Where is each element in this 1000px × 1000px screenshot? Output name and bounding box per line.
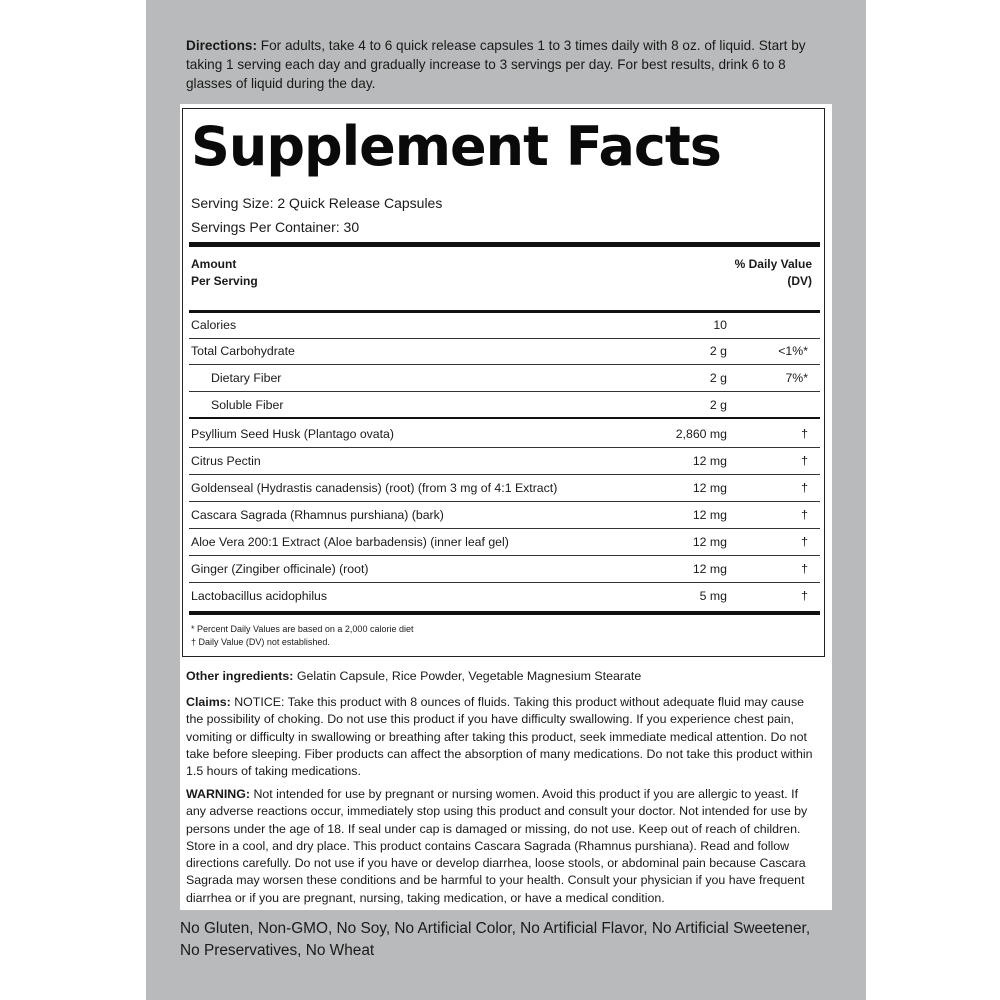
nutrient-amount: 12 mg [692,562,727,576]
nutrient-row-lactobacillus [189,584,820,610]
nutrient-dv: <1%* [778,344,808,358]
nutrient-amount: 12 mg [692,481,727,495]
nutrient-amount: 2 g [709,371,727,385]
nutrient-name: Citrus Pectin [191,454,261,468]
directions-body: For adults, take 4 to 6 quick release capsules 1 to 3 times daily with 8 oz. of liquid. Start by taking 1 serving each day and gradually increase to 3 servings per day. For best results, drink 6 to 8 glasses of liquid during the day. [186,38,806,91]
nutrient-row-aloe-vera [189,530,820,556]
nutrient-name: Soluble Fiber [211,398,284,412]
nutrient-dv: † [801,589,808,603]
other-ingredients-label: Other ingredients: [186,669,294,683]
nutrient-row-cascara-sagrada [189,503,820,529]
nutrient-dv: † [801,427,808,441]
nutrient-row-citrus-pectin [189,449,820,475]
warning-label: WARNING: [186,787,251,801]
claims-text: NOTICE: Take this product with 8 ounces of fluids. Taking this product without adequate fluid may cause the possibility of choking. Do not use this product if you have difficulty swallowing. If you experience chest pain, vomiting or difficulty in swallowing or breathing after taking this product, seek immediate medical attention. Do not take before sleeping. Fiber products can affect the absorption of many medications. Do not take this product within 1.5 hours of taking medications. [186,695,813,779]
other-ingredients-text: Gelatin Capsule, Rice Powder, Vegetable Magnesium Stearate [293,669,642,683]
servings-per-container-value: 30 [339,219,360,235]
serving-size-label: Serving Size: [191,195,274,211]
warning-text: Not intended for use by pregnant or nursing women. Avoid this product if you are allergic to yeast. If any adverse reactions occur, immediately stop using this product and consult your doctor. Not intended for use by persons under the age of 18. If seal under cap is damaged or missing, do not use. Keep out of reach of children. Store in a cool, and dry place. This product contains Cascara Sagrada (Rhamnus purshiana). Read and follow directions carefully. Do not use if you have or develop diarrhea, loose stools, or abdominal pain because Cascara Sagrada may worsen these conditions and be harmful to your health. Consult your physician if you have frequent diarrhea or if you are pregnant, nursing, taking medication, or have a medical condition. [186,787,808,905]
nutrient-row-ginger [189,557,820,583]
nutrient-dv: † [801,562,808,576]
serving-size-value: 2 Quick Release Capsules [273,195,443,211]
other-ingredients [186,668,816,685]
servings-per-container [191,218,359,236]
divider-thick [189,242,820,247]
daily-value-header: % Daily Value (DV) [734,257,812,288]
amount-header-line1: Amount [191,257,237,271]
amount-header-line2: Per Serving [191,274,258,288]
nutrient-row-soluble-fiber [189,393,820,419]
nutrient-amount: 2,860 mg [675,427,727,441]
nutrient-amount: 2 g [709,344,727,358]
supplement-facts-title: Supplement Facts [191,115,721,178]
nutrient-name: Goldenseal (Hydrastis canadensis) (root) (from 3 mg of 4:1 Extract) [191,481,558,495]
warning-section [186,786,816,907]
nutrient-dv: † [801,481,808,495]
nutrient-name: Total Carbohydrate [191,344,295,358]
nutrient-amount: 12 mg [692,454,727,468]
nutrient-name: Aloe Vera 200:1 Extract (Aloe barbadensis) (inner leaf gel) [191,535,509,549]
free-from-claims: No Gluten, Non-GMO, No Soy, No Artificial Color, No Artificial Flavor, No Artificial Sweetener, No Preservatives, No Wheat [180,920,811,959]
nutrient-name: Psyllium Seed Husk (Plantago ovata) [191,427,394,441]
servings-per-container-label: Servings Per Container: [191,219,340,235]
claims-label: Claims: [186,695,231,709]
nutrient-row-total-carbohydrate [189,339,820,365]
footnote-dv-not-established: † Daily Value (DV) not established. [191,637,330,647]
nutrient-amount: 5 mg [699,589,727,603]
footnote-percent-dv: * Percent Daily Values are based on a 2,000 calorie diet [191,624,414,634]
nutrient-name: Dietary Fiber [211,371,282,385]
claims-section [186,694,816,780]
nutrient-row-goldenseal [189,476,820,502]
nutrient-dv: † [801,508,808,522]
nutrient-dv: † [801,454,808,468]
nutrient-amount: 12 mg [692,508,727,522]
nutrient-dv: 7%* [785,371,808,385]
directions-label: Directions: [186,38,258,53]
nutrient-name: Lactobacillus acidophilus [191,589,328,603]
nutrient-row-calories [189,313,820,339]
nutrient-name: Cascara Sagrada (Rhamnus purshiana) (bark) [191,508,444,522]
nutrient-name: Calories [191,318,237,332]
nutrient-row-dietary-fiber [189,366,820,392]
nutrient-amount: 10 [713,318,727,332]
directions-text [186,36,816,93]
amount-per-serving-header [191,256,311,290]
supplement-facts-panel [182,108,825,657]
divider-bottom [189,611,820,615]
nutrient-amount: 2 g [709,398,727,412]
serving-size [191,194,442,212]
nutrient-dv: † [801,535,808,549]
nutrient-amount: 12 mg [692,535,727,549]
nutrient-name: Ginger (Zingiber officinale) (root) [191,562,369,576]
nutrient-row-psyllium [189,422,820,448]
